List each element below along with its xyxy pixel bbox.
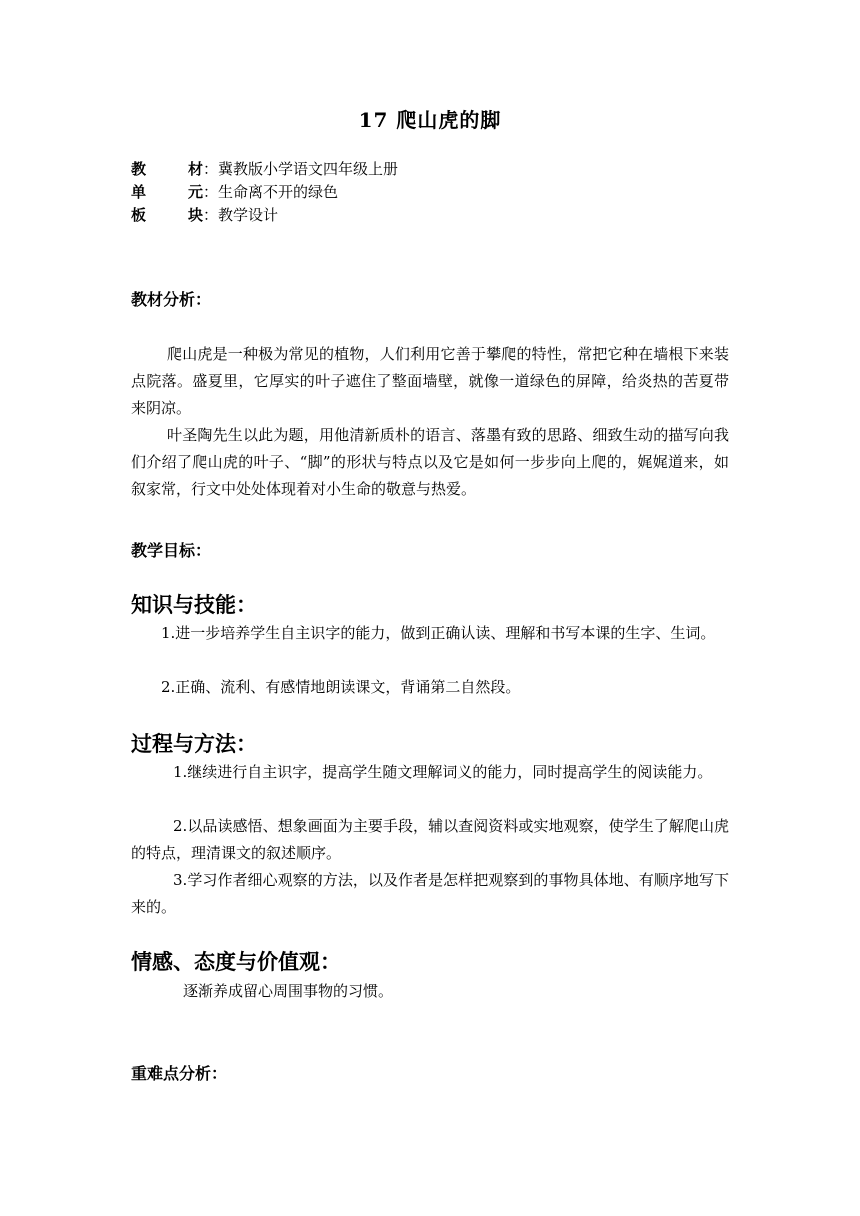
meta-key: 教 材 — [131, 160, 203, 178]
meta-unit — [131, 181, 398, 204]
meta-separator: ： — [203, 206, 219, 224]
meta-key: 板 块 — [131, 206, 203, 224]
meta-textbook — [131, 158, 398, 181]
meta-unit-value: 生命离不开的绿色 — [218, 183, 339, 201]
meta-separator: ： — [203, 183, 219, 201]
page-title: 17 爬山虎的脚 — [358, 108, 502, 132]
knowledge-item-2: 2.正确、流利、有感情地朗读课文，背诵第二自然段。 — [161, 678, 521, 696]
process-heading: 过程与方法： — [131, 732, 257, 756]
knowledge-item-1: 1.进一步培养学生自主识字的能力，做到正确认读、理解和书写本课的生字、生词。 — [161, 624, 716, 642]
meta-textbook-value: 冀教版小学语文四年级上册 — [218, 160, 399, 178]
analysis-heading: 教材分析： — [131, 290, 212, 309]
analysis-paragraph-1: 爬山虎是一种极为常见的植物，人们利用它善于攀爬的特性，常把它种在墙根下来装点院落。盛夏里，它厚实的叶子遮住了整面墙壁，就像一道绿色的屏障，给炎热的苦夏带来阴凉。 — [131, 345, 729, 417]
process-item-1: 1.继续进行自主识字，提高学生随文理解词义的能力，同时提高学生的阅读能力。 — [173, 763, 713, 781]
meta-separator: ： — [203, 160, 219, 178]
meta-key: 单 元 — [131, 183, 203, 201]
goals-heading: 教学目标： — [131, 541, 212, 560]
emotion-heading: 情感、态度与价值观： — [131, 950, 341, 974]
meta-section — [131, 204, 398, 227]
meta-block — [131, 158, 398, 227]
difficulty-heading: 重难点分析： — [131, 1064, 228, 1083]
process-item-3: 3.学习作者细心观察的方法，以及作者是怎样把观察到的事物具体地、有顺序地写下来的。 — [131, 871, 729, 916]
emotion-text: 逐渐养成留心周围事物的习惯。 — [183, 982, 394, 1000]
process-item-2: 2.以品读感悟、想象画面为主要手段，辅以查阅资料或实地观察，使学生了解爬山虎的特点，理清课文的叙述顺序。 — [131, 817, 729, 862]
knowledge-heading: 知识与技能： — [131, 593, 257, 617]
meta-section-value: 教学设计 — [218, 206, 279, 224]
analysis-paragraph-2: 叶圣陶先生以此为题，用他清新质朴的语言、落墨有致的思路、细致生动的描写向我们介绍了爬山虎的叶子、“脚”的形状与特点以及它是如何一步步向上爬的，娓娓道来，如叙家常，行文中处处体现着对小生命的敬意与热爱。 — [131, 426, 729, 498]
